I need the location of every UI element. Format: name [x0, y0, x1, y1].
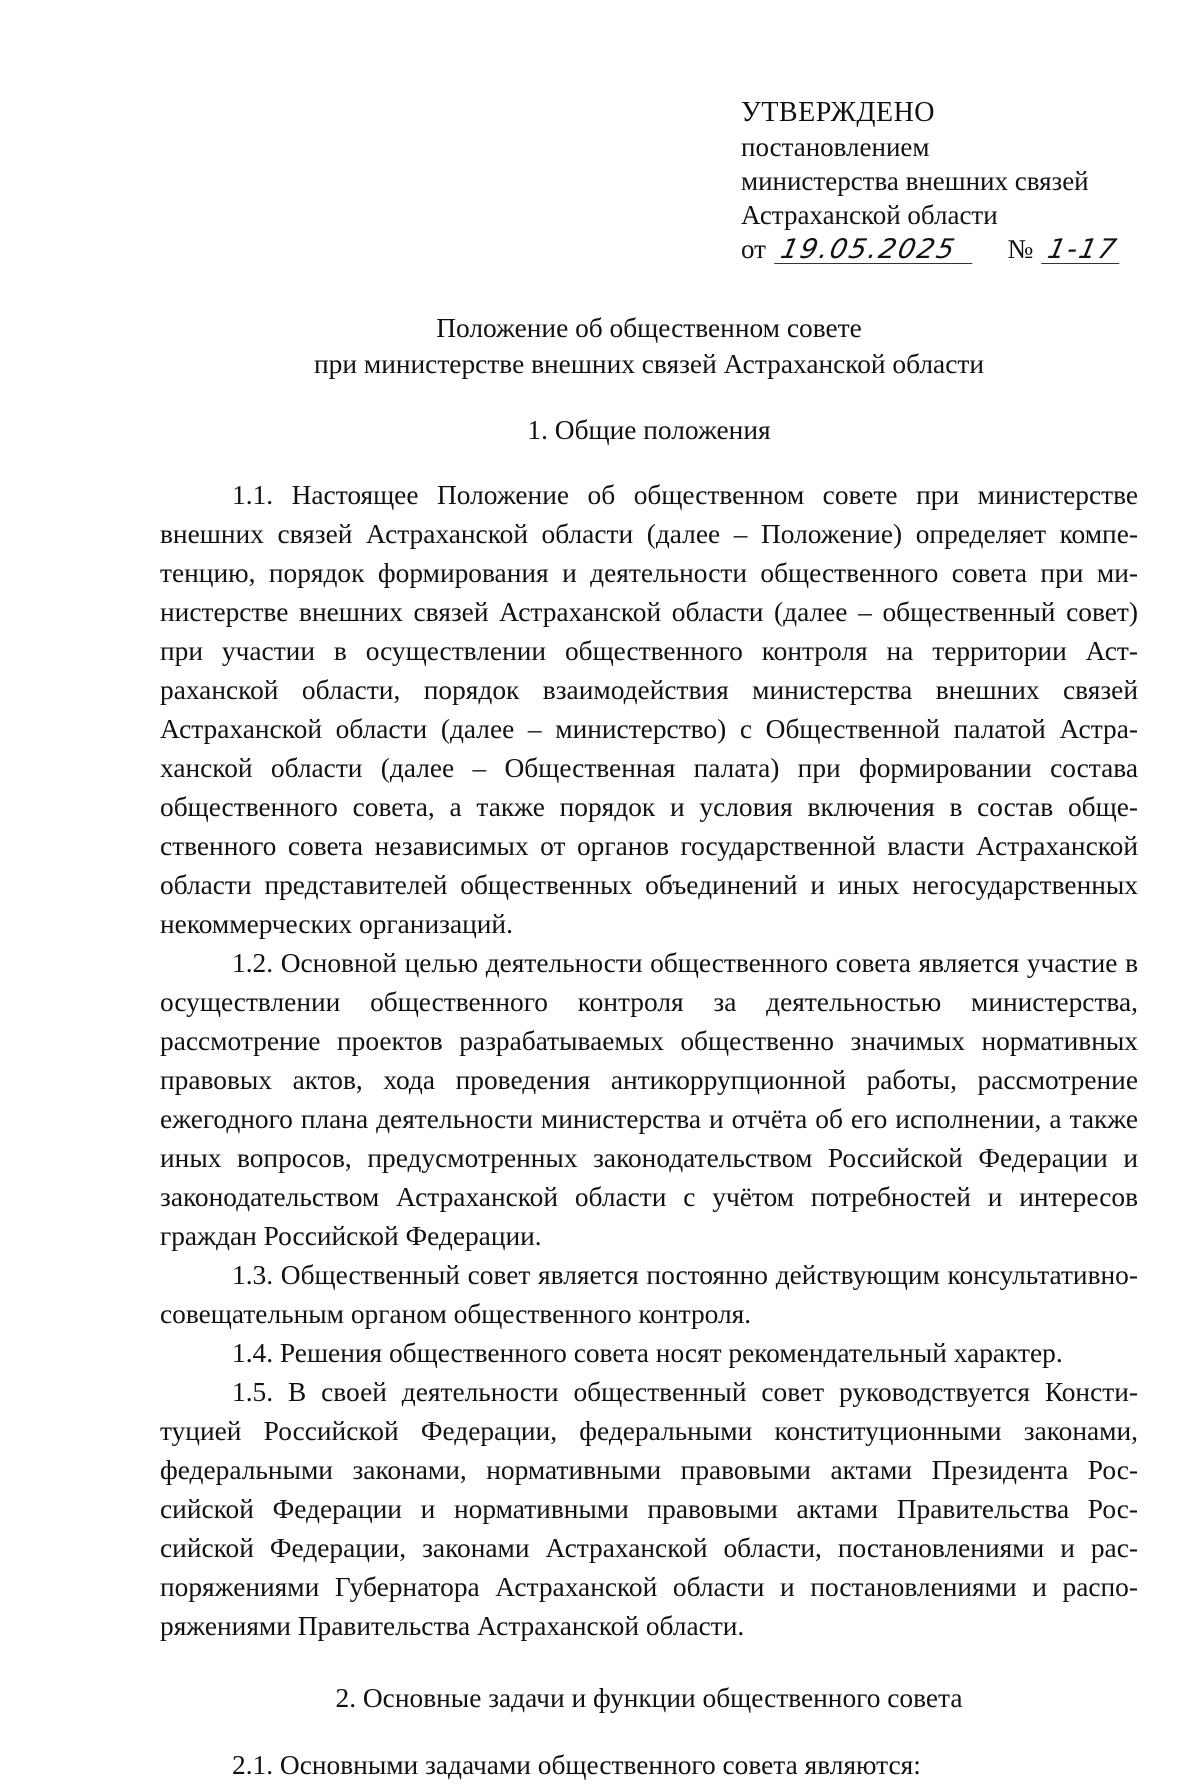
- number-prefix: №: [1007, 234, 1034, 264]
- paragraph-1-4: 1.4. Решения общественного совета носят рекомендательный характер.: [232, 1338, 1063, 1368]
- section-2-heading: 2. Основные задачи и функции общественного совета: [335, 1683, 963, 1713]
- paragraph-1-3: 1.3. Общественный совет является постоянно действующим консультативно-совещательным органом общественного контроля.: [160, 1260, 1138, 1329]
- document-title-line-1: Положение об общественном совете: [436, 313, 862, 343]
- approval-line-1: постановлением: [741, 132, 930, 162]
- paragraph-2-1: 2.1. Основными задачами общественного совета являются:: [232, 1750, 921, 1780]
- document-title-line-2: при министерстве внешних связей Астраханской области: [314, 349, 984, 379]
- approval-stamp-block: [741, 96, 1121, 268]
- approval-line-3: Астраханской области: [741, 200, 998, 230]
- approval-date-line: [741, 232, 1121, 268]
- date-prefix: от: [741, 234, 766, 264]
- handwritten-date: 19.05.2025: [774, 237, 978, 264]
- paragraph-1-1: 1.1. Настоящее Положение об общественном совете при министерстве внешних связей Астраханской области (далее – Положение) определяет компетенцию, порядок формирования и деятельности общественного совета при министерстве внешних связей Астраханской области (далее – общественный совет) при участии в осуществлении общественного контроля на территории Астраханской области, порядок взаимодействия министерства внешних связей Астраханской области (далее – министерство) с Общественной палатой Астраханской области (далее – Общественная палата) при формировании состава общественного совета, а также порядок и условия включения в состав общественного совета независимых от органов государственной власти Астраханской области представителей общественных объединений и иных негосударственных некоммерческих организаций.: [160, 480, 1138, 939]
- section-1-heading: 1. Общие положения: [527, 415, 771, 445]
- paragraph-1-5: 1.5. В своей деятельности общественный совет руководствуется Конституцией Российской Федерации, федеральными конституционными законами, федеральными законами, нормативными правовыми актами Президента Российской Федерации и нормативными правовыми актами Правительства Российской Федерации, законами Астраханской области, постановлениями и распоряжениями Губернатора Астраханской области и постановлениями и распоряжениями Правительства Астраханской области.: [160, 1377, 1138, 1641]
- paragraph-1-2: 1.2. Основной целью деятельности общественного совета является участие в осуществлении общественного контроля за деятельностью министерства, рассмотрение проектов разрабатываемых общественно значимых нормативных правовых актов, хода проведения антикоррупционной работы, рассмотрение ежегодного плана деятельности министерства и отчёта об его исполнении, а также иных вопросов, предусмотренных законодательством Российской Федерации и законодательством Астраханской области с учётом потребностей и интересов граждан Российской Федерации.: [160, 948, 1138, 1251]
- handwritten-number: 1-17: [1041, 237, 1125, 264]
- approval-line-2: министерства внешних связей: [741, 166, 1089, 196]
- document-title: [160, 310, 1138, 382]
- approval-title: УТВЕРЖДЕНО: [741, 97, 936, 128]
